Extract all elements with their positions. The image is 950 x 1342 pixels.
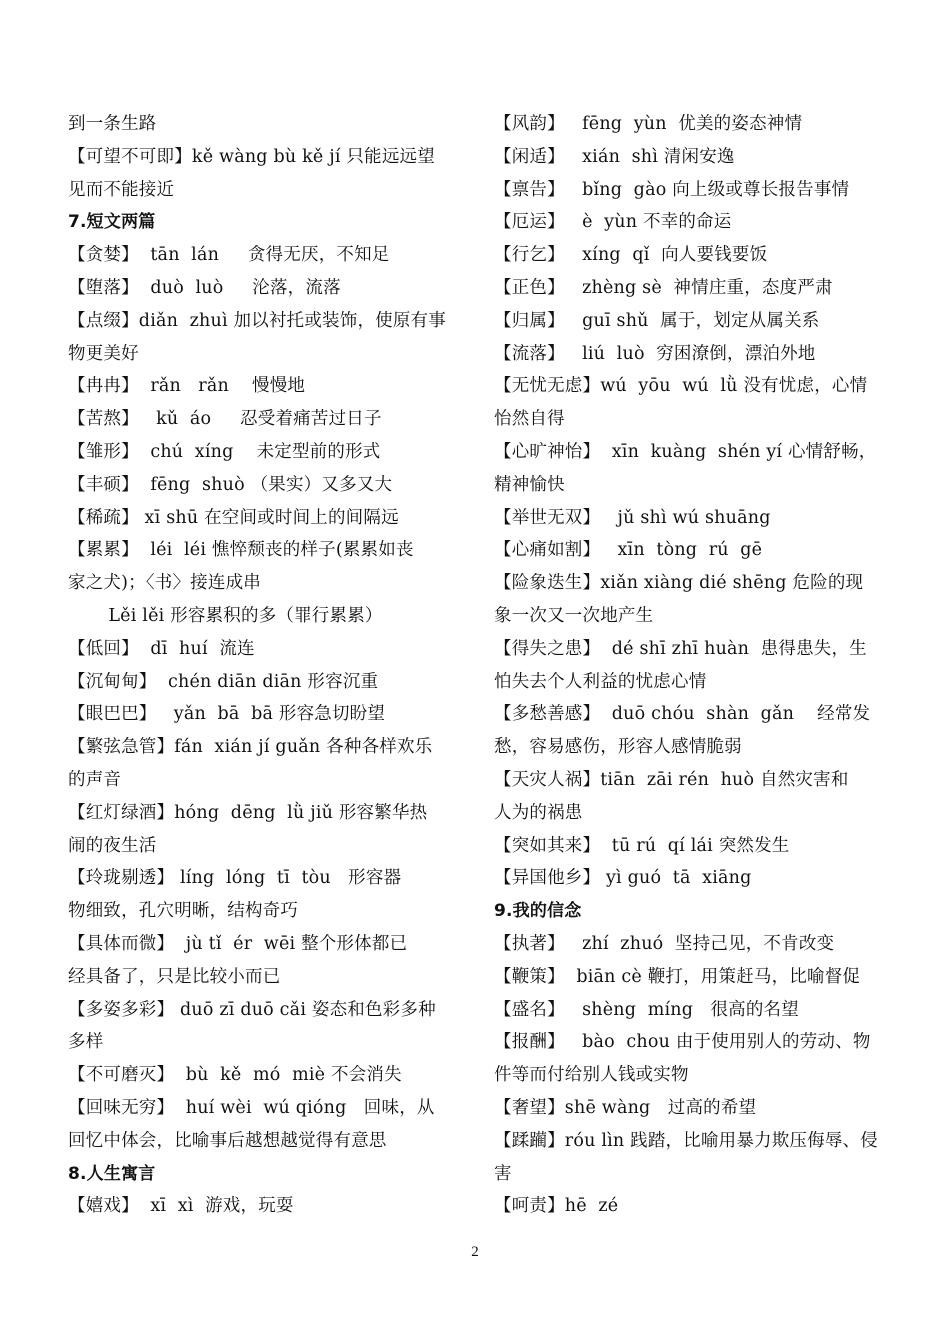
text-line: Lěi lěi 形容累积的多（罪行累累） [68, 605, 383, 626]
right-column [494, 108, 904, 1223]
text-line: 【丰硕】 fēng shuò （果实）又多又大 [68, 474, 393, 495]
text-line: 愁，容易感伤，形容人感情脆弱 [494, 737, 742, 758]
text-line: 【点缀】diǎn zhuì 加以衬托或装饰，使原有事 [68, 310, 446, 331]
text-line: 【执著】 zhí zhuó 坚持己见，不肯改变 [494, 933, 835, 954]
text-line: 【心旷神怡】 xīn kuàng shén yí 心情舒畅， [494, 441, 877, 462]
text-line: 【举世无双】 jǔ shì wú shuāng [494, 507, 771, 528]
page-number: 2 [471, 1244, 479, 1260]
text-line: 【沉甸甸】 chén diān diān 形容沉重 [68, 671, 379, 692]
text-line: 怕失去个人利益的忧虑心情 [494, 671, 707, 692]
text-line: 【风韵】 fēng yùn 优美的姿态神情 [494, 114, 803, 134]
text-line: 【报酬】 bào chou 由于使用别人的劳动、物 [494, 1032, 871, 1053]
text-line: 【繁弦急管】fán xián jí guǎn 各种各样欢乐 [68, 737, 433, 758]
text-line: 【眼巴巴】 yǎn bā bā 形容急切盼望 [68, 704, 386, 725]
text-line: 【可望不可即】kě wàng bù kě jí 只能远远望 [68, 146, 435, 167]
text-line: 闹的夜生活 [68, 835, 157, 856]
text-line: 【蹂躏】róu lìn 践踏，比喻用暴力欺压侮辱、侵 [494, 1130, 878, 1151]
text-line: 【贪婪】 tān lán 贪得无厌，不知足 [68, 245, 390, 266]
text-line: 回忆中体会，比喻事后越想越觉得有意思 [68, 1130, 387, 1151]
text-line: 【天灾人祸】tiān zāi rén huò 自然灾害和 [494, 769, 849, 790]
text-line: 物更美好 [68, 343, 139, 364]
text-line: 【流落】 liú luò 穷困潦倒，漂泊外地 [494, 343, 816, 364]
text-line: 经具备了，只是比较小而已 [68, 966, 281, 987]
text-line: 【多姿多彩】 duō zī duō cǎi 姿态和色彩多种 [68, 999, 436, 1020]
text-line: 【异国他乡】 yì guó tā xiāng [494, 868, 752, 889]
text-line: 【回味无穷】 huí wèi wú qióng 回味，从 [68, 1097, 435, 1118]
text-line: 怡然自得 [494, 409, 565, 430]
text-line: 物细致，孔穴明晰，结构奇巧 [68, 901, 299, 922]
text-line: 【苦熬】 kǔ áo 忍受着痛苦过日子 [68, 409, 382, 430]
text-line: 象一次又一次地产生 [494, 605, 654, 626]
text-line: 【突如其来】 tū rú qí lái 突然发生 [494, 835, 790, 856]
text-line: 【嬉戏】 xī xì 游戏，玩耍 [68, 1196, 294, 1217]
text-line: 【厄运】 è yùn 不幸的命运 [494, 212, 732, 233]
text-line: 【险象迭生】xiǎn xiàng dié shēng 危险的现 [494, 573, 864, 594]
text-line: 【得失之患】 dé shī zhī huàn 患得患失，生 [494, 638, 867, 659]
text-line: 家之犬)；〈书〉接连成串 [68, 573, 261, 594]
text-line: 【行乞】 xíng qǐ 向人要钱要饭 [494, 245, 768, 266]
text-line: 精神愉快 [494, 474, 565, 495]
text-line: 到一条生路 [68, 114, 157, 134]
text-line: 【归属】 guī shǔ 属于，划定从属关系 [494, 310, 820, 331]
text-line: 【红灯绿酒】hóng dēng lǜ jiǔ 形容繁华热 [68, 802, 428, 823]
text-line: 件等而付给别人钱或实物 [494, 1065, 689, 1086]
text-line: 【不可磨灭】 bù kě mó miè 不会消失 [68, 1065, 402, 1086]
text-line: 【稀疏】 xī shū 在空间或时间上的间隔远 [68, 507, 399, 528]
text-line: 【盛名】 shèng míng 很高的名望 [494, 999, 799, 1020]
text-line: 【冉冉】 rǎn rǎn 慢慢地 [68, 376, 306, 397]
text-line: 【鞭策】 biān cè 鞭打，用策赶马，比喻督促 [494, 966, 861, 987]
text-line: 见而不能接近 [68, 179, 175, 200]
section-heading: 7.短文两篇 [68, 212, 156, 233]
text-line: 的声音 [68, 769, 122, 790]
section-heading: 8.人生寓言 [68, 1163, 156, 1184]
text-line: 【低回】 dī huí 流连 [68, 638, 255, 659]
text-line: 【闲适】 xián shì 清闲安逸 [494, 146, 735, 167]
text-line: 【玲珑剔透】 líng lóng tī tòu 形容器 [68, 868, 402, 889]
text-line: 【奢望】shē wàng 过高的希望 [494, 1097, 757, 1118]
text-line: 多样 [68, 1032, 104, 1053]
text-line: 【无忧无虑】wú yōu wú lǜ 没有忧虑，心情 [494, 376, 868, 397]
text-line: 【呵责】hē zé [494, 1196, 619, 1217]
section-heading: 9.我的信念 [494, 901, 582, 922]
text-line: 【具体而微】 jù tǐ ér wēi 整个形体都已 [68, 933, 408, 954]
text-line: 【正色】 zhèng sè 神情庄重，态度严肃 [494, 277, 833, 298]
text-line: 【雏形】 chú xíng 未定型前的形式 [68, 441, 381, 462]
text-line: 【累累】 léi léi 憔悴颓丧的样子(累累如丧 [68, 540, 414, 561]
text-line: 【多愁善感】 duō chóu shàn gǎn 经常发 [494, 704, 871, 725]
left-column [68, 108, 468, 1223]
text-line: 【禀告】 bǐng gào 向上级或尊长报告事情 [494, 179, 850, 200]
text-line: 【堕落】 duò luò 沦落，流落 [68, 277, 341, 298]
text-line: 【心痛如割】 xīn tòng rú gē [494, 540, 763, 561]
text-line: 害 [494, 1163, 512, 1184]
text-line: 人为的祸患 [494, 802, 583, 823]
